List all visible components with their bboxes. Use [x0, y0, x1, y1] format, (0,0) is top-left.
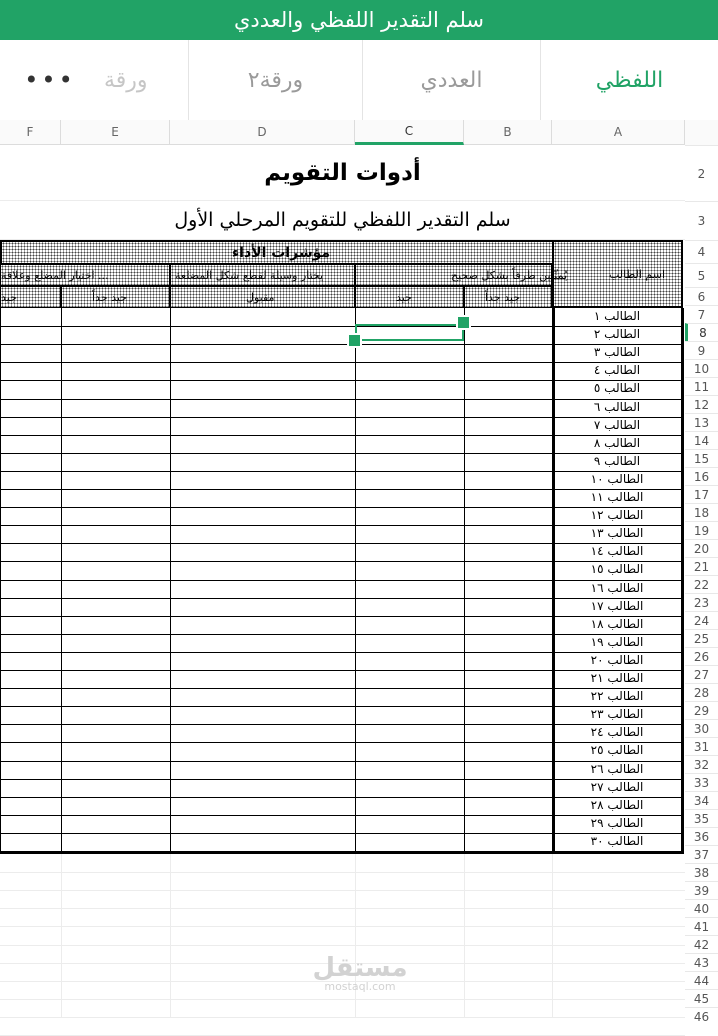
selected-cell-range[interactable]: [355, 324, 464, 341]
level-label-d: مقبول: [246, 291, 275, 304]
column-header-f[interactable]: F: [0, 120, 61, 145]
row-header[interactable]: 33: [685, 773, 718, 791]
student-name-cell[interactable]: الطالب ١٠: [590, 471, 644, 486]
column-header-a[interactable]: A: [552, 120, 685, 145]
student-name-cell[interactable]: الطالب ١٩: [590, 634, 644, 649]
student-name-cell[interactable]: الطالب ٢٢: [590, 689, 644, 704]
empty-row-line: [0, 926, 685, 927]
table-column-border: [61, 308, 62, 851]
more-tabs-button[interactable]: •••: [24, 66, 76, 94]
row-header[interactable]: 14: [685, 431, 718, 449]
table-column-border: [464, 308, 465, 851]
criterion-2-header[interactable]: [170, 264, 355, 286]
row-header[interactable]: 13: [685, 413, 718, 431]
level-header-e[interactable]: [61, 286, 170, 308]
level-label-f: جيد: [1, 291, 17, 304]
row-header[interactable]: 8: [685, 323, 718, 341]
row-header[interactable]: 9: [685, 341, 718, 359]
row-header[interactable]: 34: [685, 791, 718, 809]
empty-column-line: [61, 854, 62, 1017]
student-name-cell[interactable]: الطالب ١٢: [590, 508, 644, 523]
row-header[interactable]: 7: [685, 305, 718, 323]
student-name-cell[interactable]: الطالب ١١: [590, 490, 644, 504]
row-header[interactable]: 38: [685, 863, 718, 881]
student-name-cell[interactable]: الطالب ١٨: [590, 616, 644, 631]
student-name-cell[interactable]: الطالب ٢: [593, 327, 641, 342]
level-header-d[interactable]: [170, 286, 355, 308]
row-header[interactable]: 41: [685, 917, 718, 935]
student-name-cell[interactable]: الطالب ٥: [593, 381, 641, 396]
sheet-grid[interactable]: [0, 145, 685, 1017]
row-header[interactable]: 15: [685, 449, 718, 467]
row-header[interactable]: 20: [685, 539, 718, 557]
column-header-d[interactable]: D: [170, 120, 355, 145]
row-header[interactable]: 10: [685, 359, 718, 377]
empty-row-line: [0, 945, 685, 946]
row-header[interactable]: 19: [685, 521, 718, 539]
student-name-cell[interactable]: الطالب ٢٥: [590, 743, 644, 758]
sheet-tabs: [0, 40, 718, 121]
row-header[interactable]: 26: [685, 647, 718, 665]
row-header[interactable]: 23: [685, 593, 718, 611]
row-header[interactable]: 12: [685, 395, 718, 413]
empty-row-line: [0, 908, 685, 909]
level-header-b[interactable]: [464, 286, 552, 308]
indicators-header[interactable]: [0, 240, 552, 264]
column-header-c[interactable]: C: [355, 120, 464, 145]
student-name-cell[interactable]: الطالب ٢٩: [590, 815, 644, 830]
sheet-subtitle: سلم التقدير اللفظي للتقويم المرحلي الأول: [174, 209, 511, 231]
row-header[interactable]: 31: [685, 737, 718, 755]
sheet-title: أدوات التقويم: [264, 159, 421, 186]
student-name-cell[interactable]: الطالب ٤: [593, 363, 641, 378]
row-header[interactable]: 11: [685, 377, 718, 395]
empty-row-line: [0, 890, 685, 891]
student-name-header-label: اسم الطالب: [609, 268, 666, 281]
student-name-cell[interactable]: الطالب ٢١: [590, 671, 644, 685]
column-header-e[interactable]: E: [61, 120, 170, 145]
column-header-b[interactable]: B: [464, 120, 552, 145]
row-header[interactable]: 45: [685, 989, 718, 1007]
student-name-cell[interactable]: الطالب ٢٧: [590, 779, 644, 794]
row-header[interactable]: 2: [685, 145, 718, 201]
student-name-cell[interactable]: الطالب ٣٠: [590, 833, 644, 848]
student-name-cell[interactable]: الطالب ١٣: [590, 526, 644, 541]
row-header[interactable]: 43: [685, 953, 718, 971]
table-column-border: [355, 308, 356, 851]
student-name-cell[interactable]: الطالب ١٤: [590, 544, 644, 559]
row-header[interactable]: 21: [685, 557, 718, 575]
tab-numeric[interactable]: العددي: [362, 40, 540, 120]
row-header[interactable]: 39: [685, 881, 718, 899]
student-name-header[interactable]: [552, 240, 683, 308]
row-header[interactable]: 30: [685, 719, 718, 737]
student-name-cell[interactable]: الطالب ٧: [593, 417, 641, 432]
row-header[interactable]: 18: [685, 503, 718, 521]
selection-handle-top[interactable]: [456, 315, 471, 330]
student-name-cell[interactable]: الطالب ٢٦: [590, 761, 644, 776]
watermark-arabic: مستقل: [312, 953, 408, 983]
criterion-2-label: يختار وسيلة لقطع شكل المضلعة: [175, 269, 324, 282]
empty-row-line: [0, 1017, 685, 1018]
watermark-logo: [300, 955, 420, 993]
tab-sheet2[interactable]: ورقة٢: [188, 40, 362, 120]
student-name-cell[interactable]: الطالب ٩: [593, 453, 641, 468]
empty-column-line: [170, 854, 171, 1017]
row-header[interactable]: 44: [685, 971, 718, 989]
row-header[interactable]: 36: [685, 827, 718, 845]
row-header[interactable]: 28: [685, 683, 718, 701]
level-label-c: جيد: [396, 291, 412, 304]
student-name-cell[interactable]: الطالب ١: [593, 309, 641, 323]
empty-column-line: [464, 854, 465, 1017]
student-name-cell[interactable]: الطالب ١٥: [590, 562, 644, 577]
row-header[interactable]: 24: [685, 611, 718, 629]
student-name-cell[interactable]: الطالب ٢٠: [590, 652, 644, 667]
row-header[interactable]: 29: [685, 701, 718, 719]
table-column-border: [0, 308, 1, 851]
window-title: سلم التقدير اللفظي والعددي: [0, 0, 718, 40]
row-header[interactable]: 46: [685, 1007, 718, 1025]
row-header[interactable]: 6: [685, 287, 718, 305]
student-name-cell[interactable]: الطالب ٢٤: [590, 725, 644, 740]
row-header[interactable]: 27: [685, 665, 718, 683]
student-name-cell[interactable]: الطالب ٢٣: [590, 707, 644, 722]
indicators-label: مؤشرات الأداء: [232, 245, 331, 261]
student-name-cell[interactable]: الطالب ٢٨: [590, 797, 644, 812]
student-name-cell[interactable]: الطالب ١٧: [590, 598, 644, 613]
row-header[interactable]: 35: [685, 809, 718, 827]
criterion-1-label: يُمثّلين طرقاً بشكل صحيح: [451, 269, 568, 282]
row-header[interactable]: 25: [685, 629, 718, 647]
table-bottom-border: [0, 851, 684, 854]
level-label-b: جيد جداً: [485, 291, 521, 304]
level-header-c[interactable]: [355, 286, 464, 308]
student-name-cell[interactable]: الطالب ١٦: [590, 580, 644, 595]
table-column-border: [681, 308, 684, 851]
student-name-cell[interactable]: الطالب ٣: [593, 345, 641, 360]
empty-column-line: [552, 854, 553, 1017]
table-column-border: [552, 308, 555, 851]
row-header[interactable]: 40: [685, 899, 718, 917]
selection-handle-bottom[interactable]: [347, 333, 362, 348]
criterion-3-header[interactable]: [0, 264, 170, 286]
level-label-e: جيد جداً: [92, 291, 128, 304]
row-header[interactable]: 42: [685, 935, 718, 953]
row-header[interactable]: 37: [685, 845, 718, 863]
select-all-corner[interactable]: [685, 120, 718, 146]
empty-row-line: [0, 999, 685, 1000]
criterion-1-header[interactable]: [355, 264, 568, 286]
watermark-latin: mostaql.com: [324, 980, 396, 993]
row-header[interactable]: 4: [685, 240, 718, 263]
student-name-cell[interactable]: الطالب ٨: [593, 435, 641, 450]
row-header[interactable]: 17: [685, 485, 718, 503]
row-header[interactable]: 5: [685, 263, 718, 287]
level-header-f[interactable]: [0, 286, 61, 308]
table-column-border: [170, 308, 171, 851]
row-header[interactable]: 3: [685, 201, 718, 240]
tab-sheet-partial[interactable]: ورقة: [104, 67, 148, 93]
row-header[interactable]: 32: [685, 755, 718, 773]
criterion-3-label: اختيار المضلع وعلاقة ...: [1, 269, 109, 282]
tab-verbal[interactable]: اللفظي: [540, 40, 718, 120]
empty-row-line: [0, 872, 685, 873]
row-header[interactable]: 16: [685, 467, 718, 485]
student-name-cell[interactable]: الطالب ٦: [593, 399, 641, 414]
row-header[interactable]: 22: [685, 575, 718, 593]
